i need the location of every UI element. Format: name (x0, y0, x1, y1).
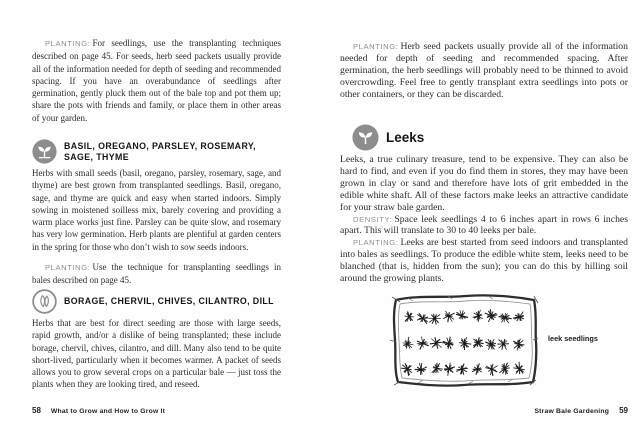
leek-seedlings-label: leek seedlings (548, 334, 598, 343)
bale-illustration (388, 290, 598, 395)
page-number: 59 (619, 406, 628, 415)
sprout-seedling-icon (32, 139, 57, 164)
leeks-heading: Leeks (386, 130, 425, 145)
paragraph-planting-herb-seed-packets (340, 41, 628, 101)
section-header-direct-seed-herbs (32, 289, 274, 314)
paragraph-text: Leeks are best started from seed indoors and transplanted into bales as seedlings. To produce the edible white stem, leeks need to be blanched (that is, hidden from the sun); you can do this by hilling soil around the growing plants. (340, 237, 628, 285)
section-heading: BORAGE, CHERVIL, CHIVES, CILANTRO, DILL (64, 296, 274, 306)
bale-drawing (388, 290, 540, 390)
paragraph-leeks-density (340, 214, 628, 238)
section-heading-line2: SAGE, THYME (64, 151, 130, 162)
paragraph-planting-transplant-technique (32, 261, 281, 287)
section-heading (64, 141, 256, 163)
paragraph-text: For seedlings, use the transplanting techniques described on page 45. For seeds, herb seed packets usually provide all of the information needed for depth of seeding and recommended spacing. If you have an overabundance of seedlings after germination, gently pluck them out of the bale top and pot them up; share the pots with friends and family, or place them in other areas of your garden. (32, 38, 281, 123)
planting-label: PLANTING: (353, 238, 399, 248)
two-seeds-icon (32, 289, 57, 314)
page-number: 58 (32, 406, 41, 415)
paragraph-direct-seed-herbs: Herbs that are best for direct seeding are those with large seeds, rapid growth, and/or a dislike of being transplanted; these include borage, chervil, chives, cilantro, and dill. Many also tend to be quite short-lived, particularly when it becomes warmer. A packet of seeds allows you to grow several crops on a particular bale — just toss the plants when they are looking tired, and reseed. (32, 318, 281, 390)
paragraph-text: Space leek seedlings 4 to 6 inches apart in rows 6 inches apart. This will translate to 30 to 40 leeks per bale. (340, 213, 628, 237)
paragraph-small-seed-herbs: Herbs with small seeds (basil, oregano, parsley, rosemary, sage, and thyme) are best grown from transplanted seedlings. Basil, oregano, sage, and thyme are quick and easy when started indoors. Simply sowing in moistened soilless mix, barely covering and providing a warm place works just fine. Parsley can be quite slow, and rosemary has very low germination. Herb plants are plentiful at garden centers in the spring for those who don’t wish to sow seeds indoors. (32, 168, 281, 252)
density-label: DENSITY: (353, 214, 393, 224)
footer-book-title: Straw Bale Gardening (534, 408, 610, 415)
paragraph-planting-herb-transplant (32, 37, 281, 124)
footer-left (32, 406, 165, 415)
planting-label: PLANTING: (45, 39, 91, 48)
sprout-icon (352, 124, 379, 151)
paragraph-leeks-planting (340, 237, 628, 285)
section-header-leeks (352, 124, 424, 151)
footer-chapter-title: What to Grow and How to Grow It (50, 408, 166, 415)
paragraph-text: Herb seed packets usually provide all of the information needed for depth of seeding and recommended spacing. After germination, the herb seedlings will probably need to be thinned to avoid overcrowding. Feel free to gently transplant extra seedlings into pots or other containers, or they can be discarded. (340, 41, 628, 100)
section-heading-line1: BASIL, OREGANO, PARSLEY, ROSEMARY, (64, 140, 257, 151)
planting-label: PLANTING: (45, 263, 91, 272)
footer-right (340, 406, 628, 415)
section-header-small-seed-herbs (32, 139, 256, 164)
planting-label: PLANTING: (353, 42, 399, 51)
leeks-body (340, 154, 628, 285)
paragraph-leeks-intro: Leeks, a true culinary treasure, tend to be expensive. They can also be hard to find, and even if you do find them in stores, they may have been grown in clay or sand and therefore have lots of grit embedded in the edible white shaft. All of these factors make leeks an attractive candidate for your straw bale garden. (340, 154, 628, 213)
paragraph-text: Use the technique for transplanting seedlings in bales described on page 45. (32, 262, 281, 286)
